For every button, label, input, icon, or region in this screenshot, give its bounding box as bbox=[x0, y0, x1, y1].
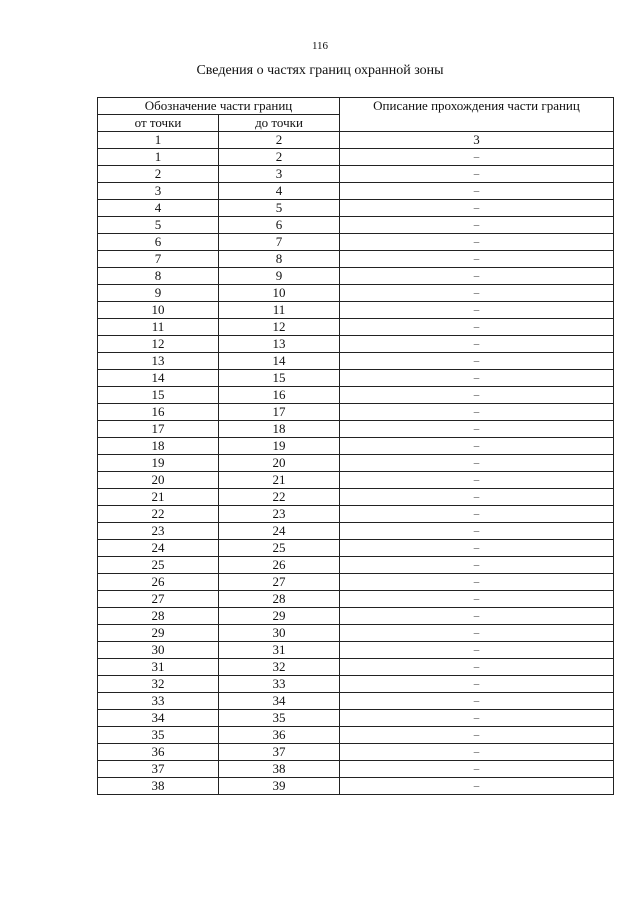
table-row bbox=[98, 438, 614, 455]
table-row bbox=[98, 489, 614, 506]
page-title: Сведения о частях границ охранной зоны bbox=[196, 63, 444, 78]
cell-from-point: 15 bbox=[98, 387, 219, 404]
cell-from-point: 7 bbox=[98, 251, 219, 268]
cell-from-point: 18 bbox=[98, 438, 219, 455]
cell-description: – bbox=[340, 540, 614, 557]
cell-to-point: 20 bbox=[219, 455, 340, 472]
cell-from-point: 2 bbox=[98, 166, 219, 183]
cell-to-point: 18 bbox=[219, 421, 340, 438]
table-row bbox=[98, 591, 614, 608]
cell-description: – bbox=[340, 336, 614, 353]
cell-from-point: 23 bbox=[98, 523, 219, 540]
cell-description: – bbox=[340, 557, 614, 574]
cell-from-point: 26 bbox=[98, 574, 219, 591]
table-row bbox=[98, 217, 614, 234]
table-row bbox=[98, 506, 614, 523]
cell-description: – bbox=[340, 659, 614, 676]
cell-to-point: 32 bbox=[219, 659, 340, 676]
cell-from-point: 20 bbox=[98, 472, 219, 489]
cell-description: – bbox=[340, 676, 614, 693]
table-row bbox=[98, 676, 614, 693]
cell-description: – bbox=[340, 217, 614, 234]
cell-description: – bbox=[340, 438, 614, 455]
cell-from-point: 11 bbox=[98, 319, 219, 336]
cell-description: – bbox=[340, 472, 614, 489]
cell-from-point: 33 bbox=[98, 693, 219, 710]
cell-description: – bbox=[340, 183, 614, 200]
cell-from-point: 35 bbox=[98, 727, 219, 744]
cell-to-point: 37 bbox=[219, 744, 340, 761]
cell-description: – bbox=[340, 744, 614, 761]
cell-to-point: 21 bbox=[219, 472, 340, 489]
table-body bbox=[98, 149, 614, 795]
cell-to-point: 38 bbox=[219, 761, 340, 778]
cell-description: – bbox=[340, 166, 614, 183]
cell-description: – bbox=[340, 727, 614, 744]
cell-description: – bbox=[340, 387, 614, 404]
cell-to-point: 8 bbox=[219, 251, 340, 268]
table-row bbox=[98, 659, 614, 676]
cell-to-point: 4 bbox=[219, 183, 340, 200]
cell-to-point: 36 bbox=[219, 727, 340, 744]
table-header bbox=[98, 98, 614, 149]
cell-from-point: 30 bbox=[98, 642, 219, 659]
table-row bbox=[98, 200, 614, 217]
cell-from-point: 29 bbox=[98, 625, 219, 642]
cell-from-point: 5 bbox=[98, 217, 219, 234]
cell-from-point: 24 bbox=[98, 540, 219, 557]
cell-description: – bbox=[340, 625, 614, 642]
table-row bbox=[98, 625, 614, 642]
cell-to-point: 19 bbox=[219, 438, 340, 455]
cell-to-point: 16 bbox=[219, 387, 340, 404]
cell-from-point: 9 bbox=[98, 285, 219, 302]
cell-from-point: 19 bbox=[98, 455, 219, 472]
cell-from-point: 32 bbox=[98, 676, 219, 693]
table-row bbox=[98, 404, 614, 421]
cell-description: – bbox=[340, 778, 614, 795]
table-row bbox=[98, 744, 614, 761]
cell-to-point: 10 bbox=[219, 285, 340, 302]
cell-description: – bbox=[340, 761, 614, 778]
cell-to-point: 2 bbox=[219, 149, 340, 166]
cell-description: – bbox=[340, 149, 614, 166]
header-to-point: до точки bbox=[219, 115, 340, 132]
cell-from-point: 10 bbox=[98, 302, 219, 319]
table-row bbox=[98, 693, 614, 710]
column-index-3: 3 bbox=[340, 132, 614, 149]
cell-from-point: 25 bbox=[98, 557, 219, 574]
cell-description: – bbox=[340, 455, 614, 472]
table-row bbox=[98, 319, 614, 336]
cell-description: – bbox=[340, 574, 614, 591]
table-row bbox=[98, 642, 614, 659]
cell-from-point: 8 bbox=[98, 268, 219, 285]
cell-description: – bbox=[340, 506, 614, 523]
cell-to-point: 7 bbox=[219, 234, 340, 251]
cell-to-point: 25 bbox=[219, 540, 340, 557]
cell-to-point: 13 bbox=[219, 336, 340, 353]
cell-from-point: 21 bbox=[98, 489, 219, 506]
cell-description: – bbox=[340, 489, 614, 506]
table-row bbox=[98, 608, 614, 625]
cell-description: – bbox=[340, 353, 614, 370]
cell-from-point: 17 bbox=[98, 421, 219, 438]
cell-description: – bbox=[340, 251, 614, 268]
cell-description: – bbox=[340, 523, 614, 540]
table-row bbox=[98, 540, 614, 557]
table-row bbox=[98, 166, 614, 183]
page-number: 116 bbox=[311, 40, 329, 52]
column-index-2: 2 bbox=[219, 132, 340, 149]
cell-from-point: 36 bbox=[98, 744, 219, 761]
header-boundary-designation: Обозначение части границ bbox=[98, 98, 340, 115]
header-description: Описание прохождения части границ bbox=[340, 98, 614, 132]
table-row bbox=[98, 727, 614, 744]
cell-to-point: 22 bbox=[219, 489, 340, 506]
cell-to-point: 28 bbox=[219, 591, 340, 608]
boundary-parts-table bbox=[97, 97, 614, 795]
cell-from-point: 13 bbox=[98, 353, 219, 370]
cell-description: – bbox=[340, 319, 614, 336]
table-row bbox=[98, 778, 614, 795]
table-row bbox=[98, 472, 614, 489]
cell-from-point: 38 bbox=[98, 778, 219, 795]
cell-description: – bbox=[340, 200, 614, 217]
table-row bbox=[98, 421, 614, 438]
table-row bbox=[98, 183, 614, 200]
cell-description: – bbox=[340, 693, 614, 710]
cell-from-point: 31 bbox=[98, 659, 219, 676]
cell-to-point: 9 bbox=[219, 268, 340, 285]
cell-description: – bbox=[340, 285, 614, 302]
cell-description: – bbox=[340, 404, 614, 421]
cell-to-point: 14 bbox=[219, 353, 340, 370]
cell-to-point: 24 bbox=[219, 523, 340, 540]
cell-from-point: 34 bbox=[98, 710, 219, 727]
cell-to-point: 5 bbox=[219, 200, 340, 217]
header-from-point: от точки bbox=[98, 115, 219, 132]
table-row bbox=[98, 761, 614, 778]
cell-description: – bbox=[340, 234, 614, 251]
table-row bbox=[98, 574, 614, 591]
cell-from-point: 27 bbox=[98, 591, 219, 608]
cell-to-point: 12 bbox=[219, 319, 340, 336]
table-row bbox=[98, 523, 614, 540]
cell-from-point: 3 bbox=[98, 183, 219, 200]
cell-from-point: 28 bbox=[98, 608, 219, 625]
column-index-1: 1 bbox=[98, 132, 219, 149]
cell-to-point: 33 bbox=[219, 676, 340, 693]
cell-to-point: 30 bbox=[219, 625, 340, 642]
column-index-row bbox=[98, 132, 614, 149]
cell-to-point: 34 bbox=[219, 693, 340, 710]
cell-from-point: 12 bbox=[98, 336, 219, 353]
cell-description: – bbox=[340, 370, 614, 387]
cell-description: – bbox=[340, 642, 614, 659]
cell-to-point: 17 bbox=[219, 404, 340, 421]
cell-to-point: 35 bbox=[219, 710, 340, 727]
table-row bbox=[98, 251, 614, 268]
table-row bbox=[98, 149, 614, 166]
cell-from-point: 1 bbox=[98, 149, 219, 166]
table-row bbox=[98, 710, 614, 727]
table-row bbox=[98, 302, 614, 319]
table-row bbox=[98, 370, 614, 387]
cell-description: – bbox=[340, 421, 614, 438]
table-row bbox=[98, 353, 614, 370]
cell-from-point: 22 bbox=[98, 506, 219, 523]
table-row bbox=[98, 336, 614, 353]
cell-to-point: 29 bbox=[219, 608, 340, 625]
cell-to-point: 27 bbox=[219, 574, 340, 591]
cell-from-point: 14 bbox=[98, 370, 219, 387]
table-row bbox=[98, 387, 614, 404]
cell-from-point: 4 bbox=[98, 200, 219, 217]
table-row bbox=[98, 455, 614, 472]
table-row bbox=[98, 557, 614, 574]
cell-description: – bbox=[340, 710, 614, 727]
cell-to-point: 15 bbox=[219, 370, 340, 387]
cell-description: – bbox=[340, 302, 614, 319]
cell-to-point: 31 bbox=[219, 642, 340, 659]
table-row bbox=[98, 234, 614, 251]
cell-to-point: 3 bbox=[219, 166, 340, 183]
cell-to-point: 23 bbox=[219, 506, 340, 523]
cell-from-point: 16 bbox=[98, 404, 219, 421]
cell-to-point: 6 bbox=[219, 217, 340, 234]
cell-to-point: 26 bbox=[219, 557, 340, 574]
header-row-main bbox=[98, 98, 614, 115]
cell-description: – bbox=[340, 591, 614, 608]
cell-from-point: 37 bbox=[98, 761, 219, 778]
cell-to-point: 11 bbox=[219, 302, 340, 319]
cell-description: – bbox=[340, 268, 614, 285]
table-row bbox=[98, 268, 614, 285]
cell-from-point: 6 bbox=[98, 234, 219, 251]
cell-description: – bbox=[340, 608, 614, 625]
table-row bbox=[98, 285, 614, 302]
cell-to-point: 39 bbox=[219, 778, 340, 795]
